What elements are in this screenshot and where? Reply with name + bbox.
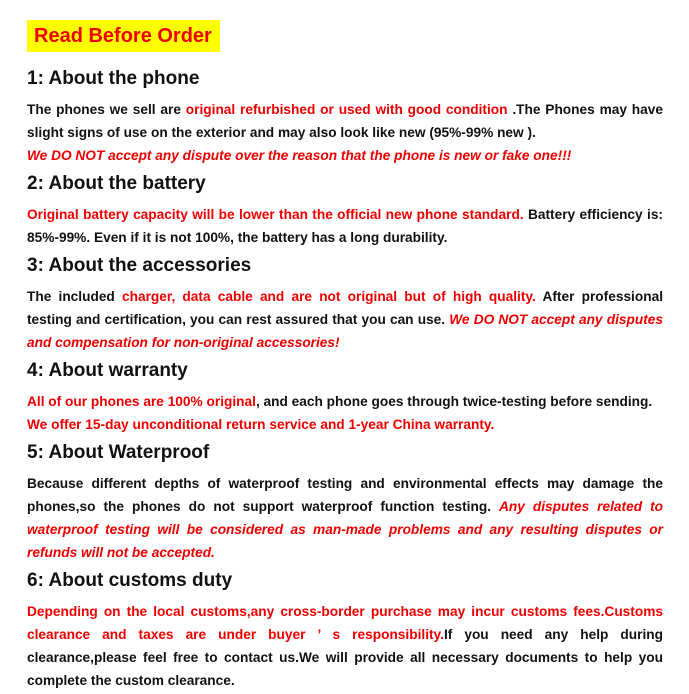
section-heading: 4: About warranty — [27, 360, 188, 381]
section-heading: 2: About the battery — [27, 173, 206, 194]
text-segment: We offer 15-day unconditional return service and 1-year China warranty. — [27, 417, 495, 432]
section-about-the-phone — [27, 67, 663, 167]
text-segment: We DO NOT accept any dispute over the reason that the phone is new or fake one!!! — [27, 148, 572, 163]
section-heading: 5: About Waterproof — [27, 442, 210, 463]
text-segment: Battery efficiency is: 85%-99%. Even if it is not 100%, the battery has a long durability. — [27, 207, 663, 245]
text-segment: The included — [27, 289, 122, 304]
text-segment: Because different depths of waterproof testing and environmental effects may damage the phones,so the phones do not support waterproof function testing. — [27, 476, 663, 514]
section-heading: 3: About the accessories — [27, 255, 252, 276]
section-about-the-accessories — [27, 254, 663, 354]
text-segment: All of our phones are 100% original — [27, 394, 256, 409]
text-segment: If you need any help during clearance,please feel free to contact us.We will provide all necessary documents to help you complete the custom clearance. — [27, 627, 663, 688]
section-about-warranty — [27, 359, 663, 436]
section-paragraph — [27, 390, 663, 436]
text-segment: , and each phone goes through twice-testing before sending. — [255, 394, 653, 409]
section-heading: 6: About customs duty — [27, 570, 233, 591]
text-segment: .The Phones may have slight signs of use on the exterior and may also look like new (95%-99% new ). — [27, 102, 663, 140]
text-segment: We DO NOT accept any disputes and compensation for non-original accessories! — [27, 312, 663, 350]
section-about-waterproof — [27, 441, 663, 564]
section-paragraph — [27, 600, 663, 692]
text-segment: Original battery capacity will be lower than the official new phone standard. — [27, 207, 524, 222]
text-segment: After professional testing and certification, you can rest assured that you can use. — [27, 289, 663, 327]
section-about-customs-duty — [27, 569, 663, 692]
section-paragraph — [27, 203, 663, 249]
page-title: Read Before Order — [27, 20, 220, 52]
section-paragraph — [27, 285, 663, 354]
text-segment: The phones we sell are — [27, 102, 186, 117]
section-paragraph — [27, 472, 663, 564]
text-segment: original refurbished or used with good condition — [185, 102, 513, 117]
section-paragraph — [27, 98, 663, 167]
text-segment: charger, data cable and are not original but of high quality. — [121, 289, 536, 304]
section-about-the-battery — [27, 172, 663, 249]
section-heading: 1: About the phone — [27, 68, 200, 89]
text-segment: Any disputes related to waterproof testing will be considered as man-made problems and any resulting disputes or refunds will not be accepted. — [27, 499, 663, 560]
title-row — [27, 20, 663, 52]
text-segment: Depending on the local customs,any cross-border purchase may incur customs fees.Customs clearance and taxes are under buyer ’ s responsibility. — [27, 604, 663, 642]
